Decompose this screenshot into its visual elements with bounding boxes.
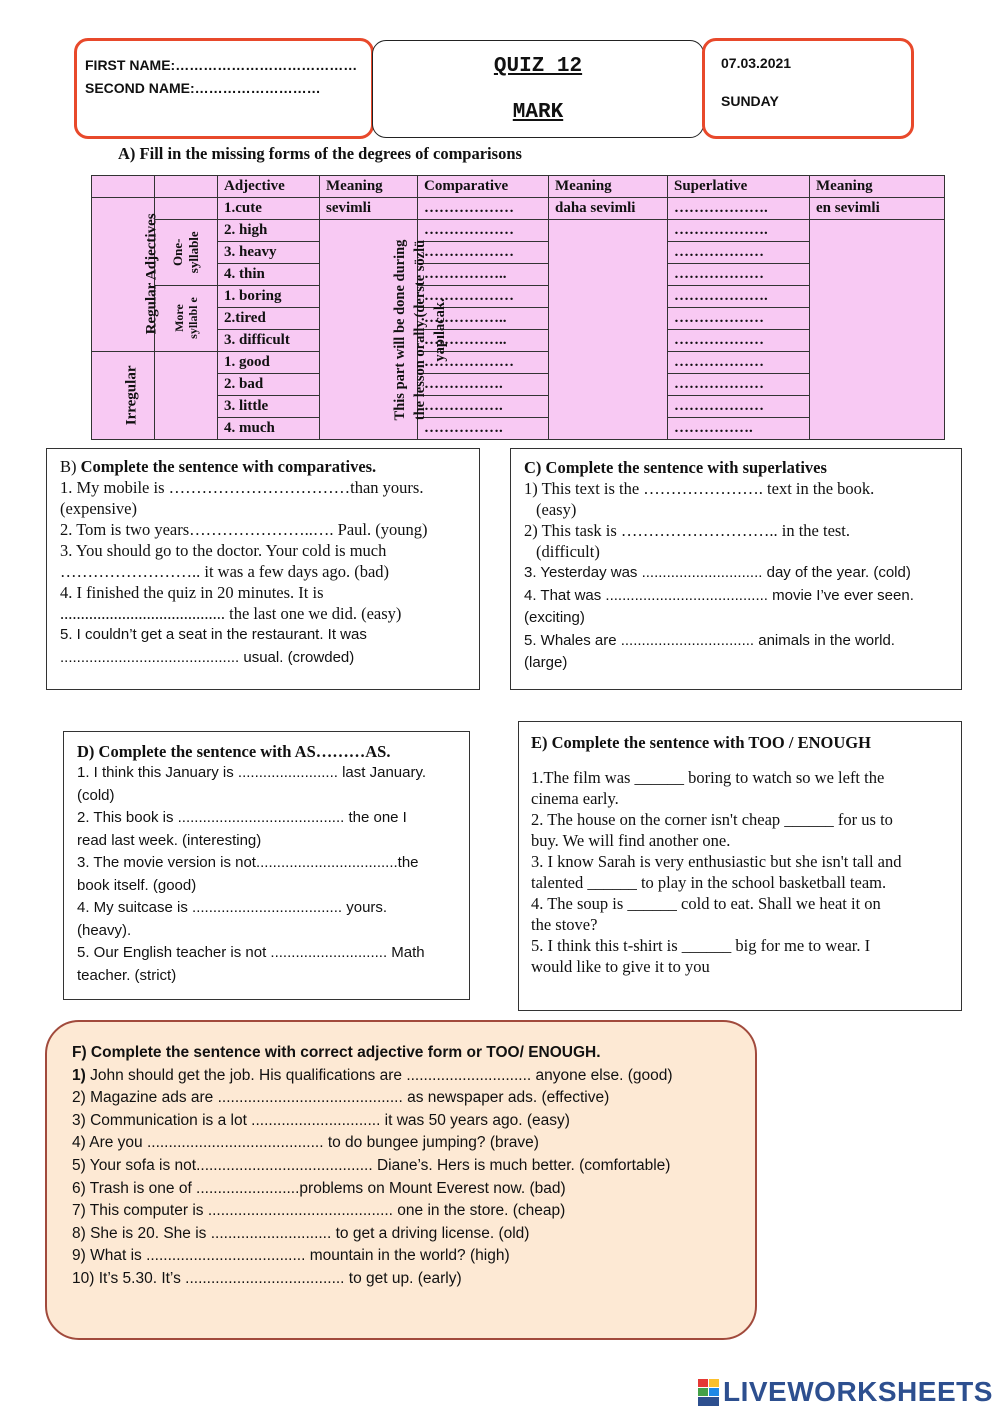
mark-label: MARK xyxy=(512,101,564,124)
section-c-line: 2) This task is ……………………….. in the test. xyxy=(524,521,851,540)
superlative-blank[interactable]: ……………… xyxy=(668,242,810,264)
col-header: Meaning xyxy=(810,176,945,198)
section-e-title: E) Complete the sentence with TOO / ENOUGH xyxy=(531,733,871,752)
section-d-line: (heavy). xyxy=(77,921,132,939)
day-label: SUNDAY xyxy=(721,93,779,109)
superlative-blank[interactable]: ……………… xyxy=(668,330,810,352)
superlative-blank[interactable]: ………………. xyxy=(668,220,810,242)
section-b-line: ........................................... usual. (crowded) xyxy=(60,648,355,666)
section-b-prefix: B) xyxy=(60,457,81,476)
section-e-line: buy. We will find another one. xyxy=(531,831,731,850)
group-irregular xyxy=(92,352,155,440)
section-b-box xyxy=(46,448,480,690)
group-irregular-label: Irregular xyxy=(123,365,140,426)
meaning-cell: sevimli xyxy=(320,198,418,220)
section-e-line: 1.The film was ______ boring to watch so we left the xyxy=(531,768,885,787)
adjective-cell: 3. little xyxy=(218,396,320,418)
col-header: Meaning xyxy=(549,176,668,198)
comparative-blank[interactable]: ……………… xyxy=(418,242,549,264)
section-b-line: …………………….. it was a few days ago. (bad) xyxy=(60,562,390,581)
section-f-first-text: John should get the job. His qualifications are ............................. anyone else. (good) xyxy=(85,1066,673,1084)
superlative-blank[interactable]: ………………. xyxy=(668,286,810,308)
superlative-meaning: en sevimli xyxy=(810,198,945,220)
adjective-cell: 2. bad xyxy=(218,374,320,396)
adjective-cell: 2. high xyxy=(218,220,320,242)
group-regular xyxy=(92,198,160,352)
oral-note-cell xyxy=(320,220,448,440)
col-header: Meaning xyxy=(320,176,418,198)
section-f-box xyxy=(45,1020,757,1340)
comparative-blank[interactable]: …………….. xyxy=(418,330,549,352)
comparative-blank[interactable]: …………….. xyxy=(418,308,549,330)
col-header: Comparative xyxy=(418,176,549,198)
comparative-meaning: daha sevimli xyxy=(549,198,668,220)
adjective-cell: 3. difficult xyxy=(218,330,320,352)
section-d-line: 2. This book is ........................................ the one I xyxy=(77,809,407,826)
comparative-blank[interactable]: ……………… xyxy=(418,198,549,220)
section-c-title: C) Complete the sentence with superlatives xyxy=(524,458,827,477)
adjective-cell: 4. thin xyxy=(218,264,320,286)
superlative-blank[interactable]: ……………… xyxy=(668,396,810,418)
section-b-line: 1. My mobile is ……………………………than yours. xyxy=(60,478,424,497)
section-d-box xyxy=(63,731,470,1000)
section-d-line: 5. Our English teacher is not ............................ Math xyxy=(77,944,425,961)
section-f-line: 8) She is 20. She is ............................ to get a driving license. (old) xyxy=(72,1224,530,1242)
comparative-blank[interactable]: ……………. xyxy=(418,418,549,440)
quiz-title-box xyxy=(372,40,704,138)
section-b-line: 3. You should go to the doctor. Your cold is much xyxy=(60,541,387,560)
section-e-line: cinema early. xyxy=(531,789,619,808)
superlative-blank[interactable]: ……………… xyxy=(668,352,810,374)
section-e-line: the stove? xyxy=(531,915,598,934)
section-a-title: A) Fill in the missing forms of the degrees of comparisons xyxy=(118,144,522,163)
section-d-line: 4. My suitcase is .................................... yours. xyxy=(77,899,388,916)
section-f-line: 5) Your sofa is not......................................... Diane’s. Hers is much better. (comfortable) xyxy=(72,1156,671,1174)
section-b-title: Complete the sentence with comparatives. xyxy=(80,457,377,476)
section-b-line: 2. Tom is two years…………………..…. Paul. (young) xyxy=(60,520,428,539)
group-more-syllable-label: More syllabl e xyxy=(172,296,200,339)
section-d-line: teacher. (strict) xyxy=(77,966,177,984)
section-d-line: (cold) xyxy=(77,786,115,804)
first-name-label: FIRST NAME:………………………………… xyxy=(85,57,358,73)
adjective-cell: 1. good xyxy=(218,352,320,374)
section-c-line: (exciting) xyxy=(524,609,585,626)
superlative-blank[interactable]: ………………. xyxy=(668,198,810,220)
section-c-box xyxy=(510,448,962,690)
comparative-blank[interactable]: ……………… xyxy=(418,220,549,242)
group-one-syllable xyxy=(155,220,218,286)
section-f-first-num: 1) xyxy=(72,1066,86,1084)
section-f-line: 3) Communication is a lot .............................. it was 50 years ago. (easy) xyxy=(72,1111,570,1129)
adjective-cell: 1.cute xyxy=(218,198,320,220)
table-row xyxy=(92,220,945,242)
section-f-line: 4) Are you ......................................... to do bungee jumping? (brave) xyxy=(72,1134,539,1152)
section-f-line: 6) Trash is one of ........................problems on Mount Everest now. (bad) xyxy=(72,1179,566,1197)
section-c-line: 1) This text is the …………………. text in the book. xyxy=(524,479,875,498)
col-header: Adjective xyxy=(218,176,320,198)
date-box xyxy=(702,38,914,139)
name-box xyxy=(74,38,374,139)
table-header-row xyxy=(92,176,945,198)
section-f-line: 10) It’s 5.30. It’s ..................................... to get up. (early) xyxy=(72,1269,462,1287)
section-b-heading xyxy=(60,456,479,477)
superlative-blank[interactable]: ……………… xyxy=(668,308,810,330)
section-c-line: (easy) xyxy=(536,500,577,519)
superlative-blank[interactable]: ……………. xyxy=(668,418,810,440)
group-regular-label: Regular Adjectives xyxy=(143,213,160,335)
section-c-line: (large) xyxy=(524,654,568,671)
superlative-blank[interactable]: ……………… xyxy=(668,264,810,286)
superlative-blank[interactable]: ……………… xyxy=(668,374,810,396)
comparative-blank[interactable]: ……………. xyxy=(418,396,549,418)
section-b-line: 4. I finished the quiz in 20 minutes. It is xyxy=(60,583,324,602)
liveworksheets-logo[interactable] xyxy=(698,1376,994,1410)
section-f-line: 2) Magazine ads are ........................................... as newspaper ads. (effective) xyxy=(72,1089,610,1107)
section-e-line: 5. I think this t-shirt is ______ big for me to wear. I xyxy=(531,936,871,955)
logo-text: LIVEWORKSHEETS xyxy=(723,1376,993,1407)
section-f-line: 9) What is ..................................... mountain in the world? (high) xyxy=(72,1247,510,1265)
col-header: Superlative xyxy=(668,176,810,198)
group-one-syllable-label: One-syllable xyxy=(169,231,201,274)
adjective-cell: 4. much xyxy=(218,418,320,440)
section-e-line: 2. The house on the corner isn't cheap ______ for us to xyxy=(531,810,893,829)
section-d-line: 3. The movie version is not..................................the xyxy=(77,854,419,871)
comparative-blank[interactable]: ……………… xyxy=(418,352,549,374)
section-e-line: 4. The soup is ______ cold to eat. Shall we heat it on xyxy=(531,894,881,913)
comparative-blank[interactable]: …………….. xyxy=(418,264,549,286)
table-row xyxy=(92,198,945,220)
section-b-line: 5. I couldn’t get a seat in the restaurant. It was xyxy=(60,626,367,643)
section-f-line: 7) This computer is ........................................... one in the store. (cheap) xyxy=(72,1202,566,1220)
section-d-line: read last week. (interesting) xyxy=(77,831,262,849)
section-c-line: 3. Yesterday was ............................. day of the year. (cold) xyxy=(524,564,911,581)
section-c-line: 5. Whales are ................................ animals in the world. xyxy=(524,631,895,649)
adjective-cell: 3. heavy xyxy=(218,242,320,264)
section-b-line: ........................................ the last one we did. (easy) xyxy=(60,604,402,623)
date-label: 07.03.2021 xyxy=(721,55,792,71)
section-b-line: (expensive) xyxy=(60,499,137,518)
section-d-title: D) Complete the sentence with AS………AS. xyxy=(77,742,391,761)
section-d-line: 1. I think this January is ........................ last January. xyxy=(77,764,427,781)
adjective-cell: 1. boring xyxy=(218,286,320,308)
section-d-line: book itself. (good) xyxy=(77,876,197,894)
section-c-line: 4. That was ....................................... movie I’ve ever seen. xyxy=(524,586,914,604)
adjective-cell: 2.tired xyxy=(218,308,320,330)
quiz-title: QUIZ 12 xyxy=(493,55,583,78)
comparative-blank[interactable]: ……………… xyxy=(418,286,549,308)
section-f-title: F) Complete the sentence with correct adjective form or TOO/ ENOUGH. xyxy=(72,1044,601,1061)
oral-note: This part will be done during the lesson orally.(derste sözlü yapılacak. xyxy=(392,239,448,420)
section-e-line: talented ______ to play in the school basketball team. xyxy=(531,873,887,892)
section-f-line xyxy=(72,1065,755,1088)
comparative-blank[interactable]: ……………. xyxy=(418,374,549,396)
second-name-label: SECOND NAME:……………………… xyxy=(85,80,321,96)
section-e-box xyxy=(518,721,962,1011)
logo-icon xyxy=(698,1379,720,1407)
section-e-line: would like to give it to you xyxy=(531,957,710,976)
comparison-table xyxy=(91,175,945,440)
section-c-line: (difficult) xyxy=(536,542,600,561)
group-more-syllable xyxy=(155,286,218,352)
section-e-line: 3. I know Sarah is very enthusiastic but she isn't tall and xyxy=(531,852,902,871)
